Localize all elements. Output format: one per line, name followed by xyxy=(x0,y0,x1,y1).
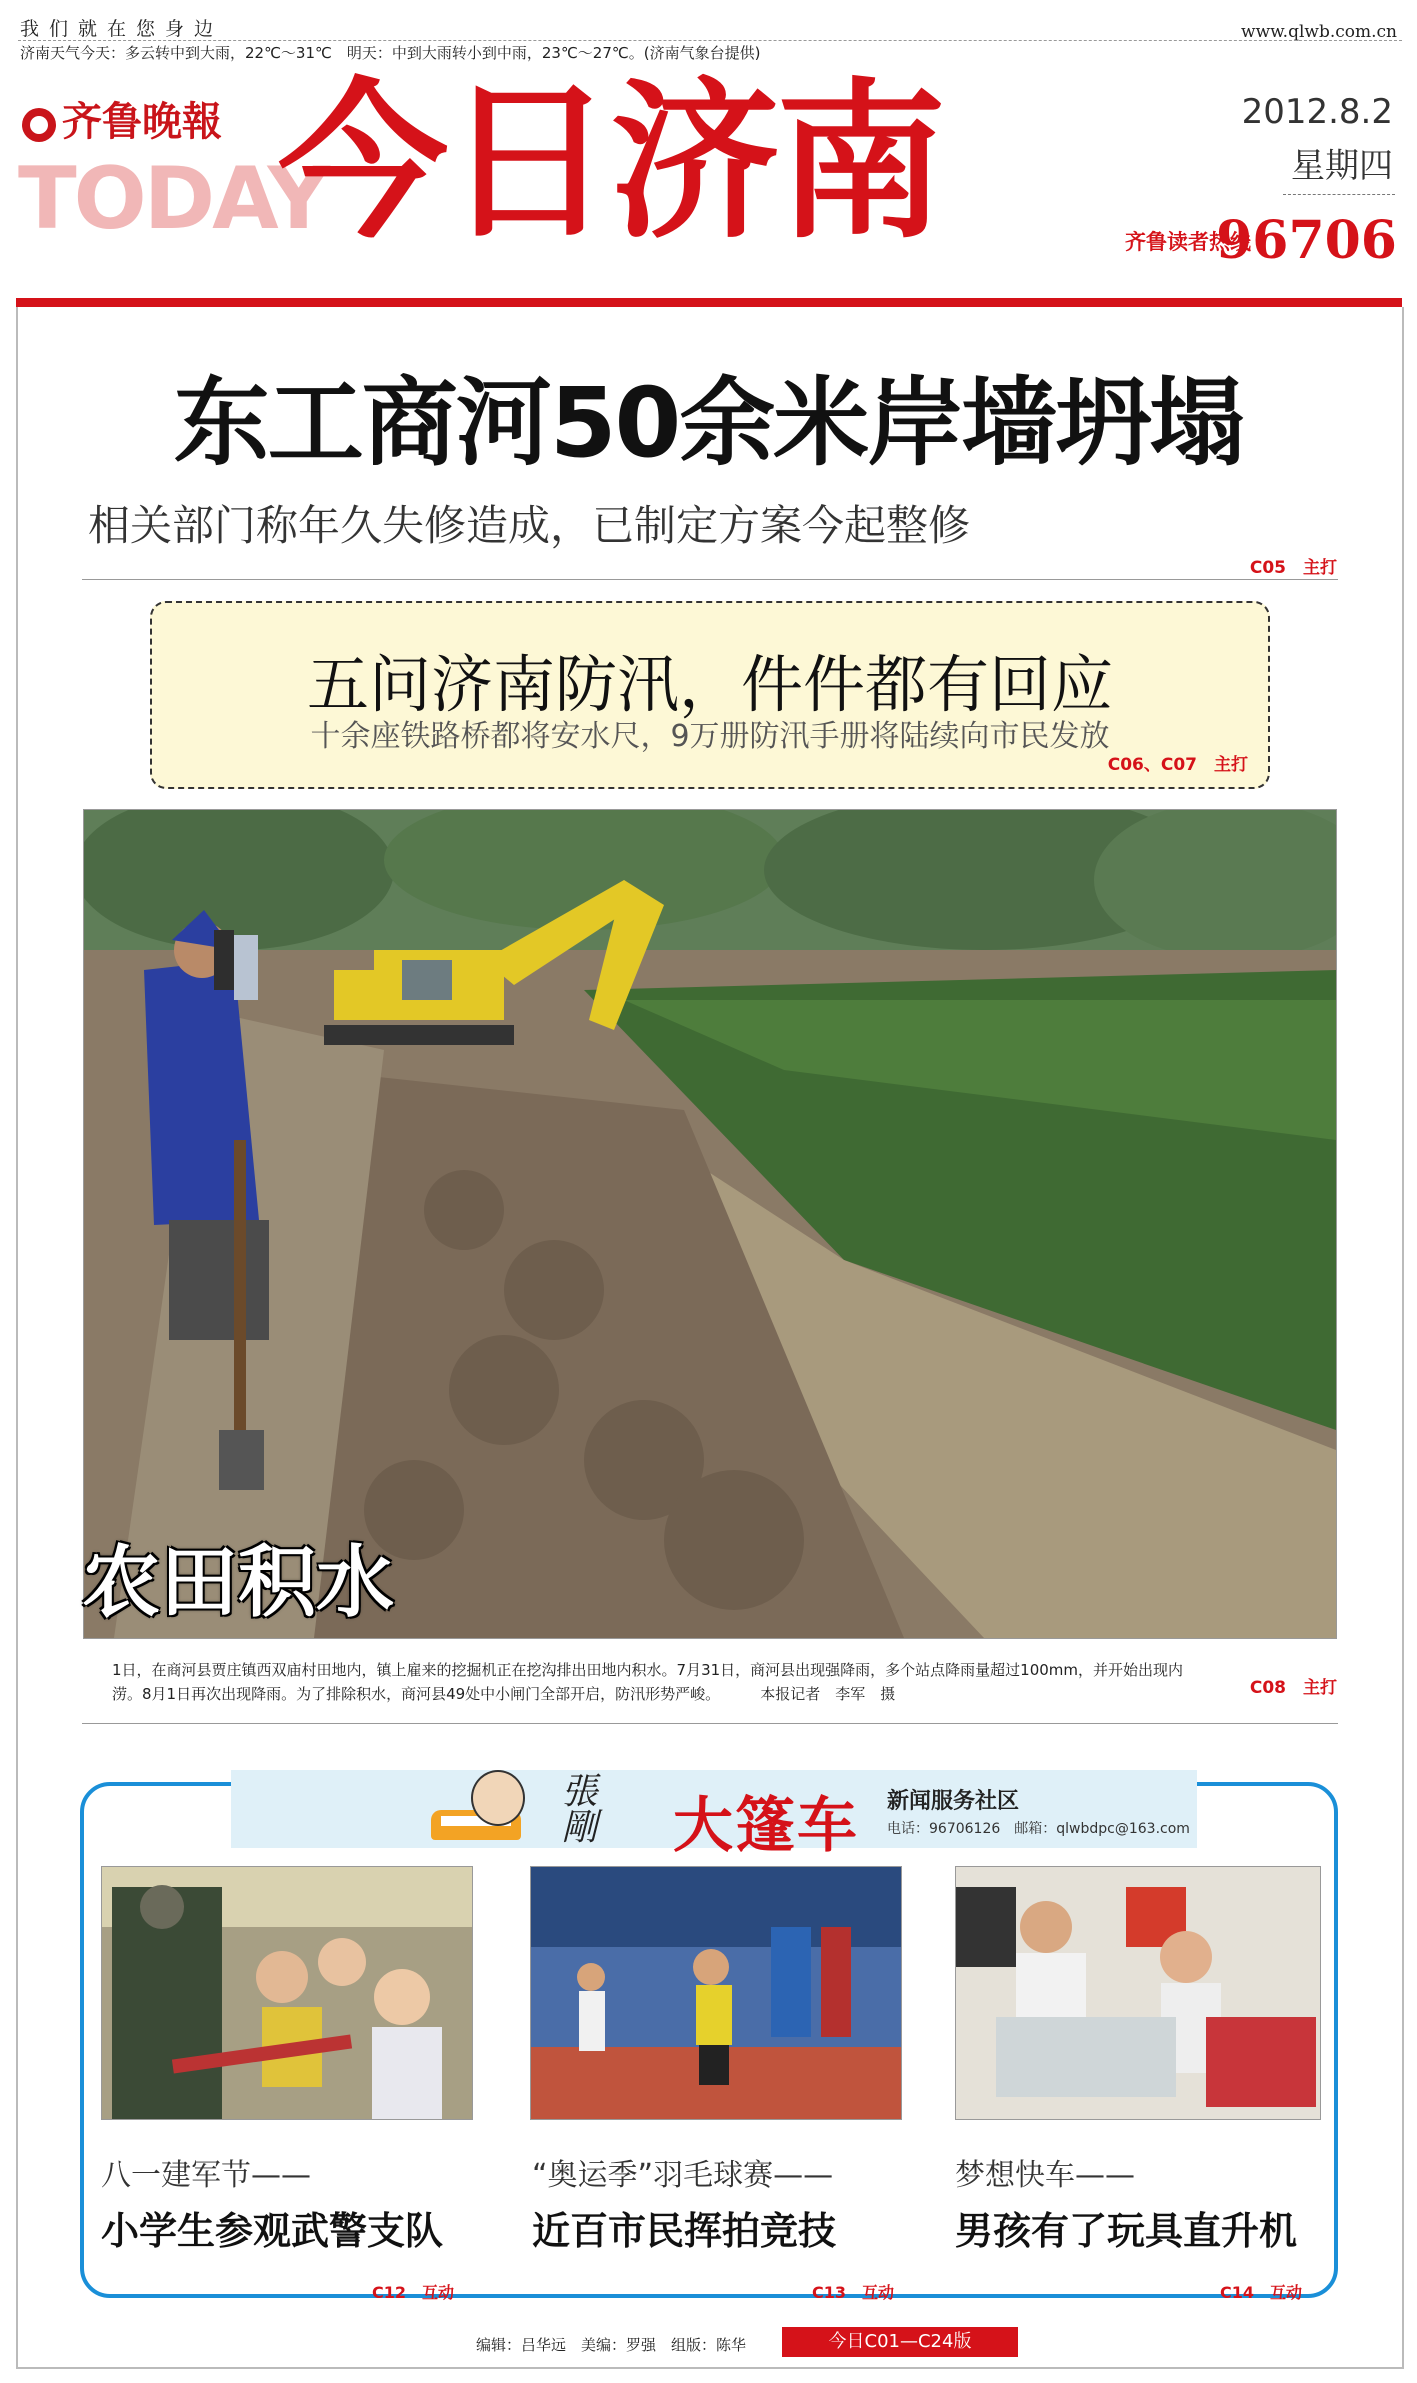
date-divider xyxy=(1283,194,1395,195)
thumb-military-day[interactable] xyxy=(101,1866,473,2120)
item-2-kicker: “奥运季”羽毛球赛—— xyxy=(532,2158,834,2193)
reporter-caricature-icon xyxy=(471,1770,525,1826)
website[interactable]: www.qlwb.com.cn xyxy=(1241,22,1397,42)
community-title: 大篷车 xyxy=(673,1791,859,1861)
weather-forecast: 济南天气今天：多云转中到大雨，22℃～31℃ 明天：中到大雨转小到中雨，23℃～27℃。(济南气象台提供) xyxy=(20,44,761,62)
editor-credits: 编辑：吕华远 美编：罗强 组版：陈华 xyxy=(476,2336,747,2354)
kids-police-image xyxy=(102,1867,472,2119)
badminton-image xyxy=(531,1867,901,2119)
paper-logo xyxy=(22,90,222,147)
item-3-page-ref[interactable]: C14 互动 xyxy=(1220,2283,1303,2302)
photo-overlay-title: 农田积水 xyxy=(82,1538,395,1628)
item-1-page-ref[interactable]: C12 互动 xyxy=(372,2283,455,2302)
lead-subhead: 相关部门称年久失修造成，已制定方案今起整修 xyxy=(88,501,971,550)
thumb-toy-helicopter[interactable] xyxy=(955,1866,1321,2120)
community-banner xyxy=(231,1770,1197,1861)
photo-page-ref[interactable]: C08 主打 xyxy=(1249,1678,1337,1698)
reporter-signature: 張剛 xyxy=(556,1772,597,1844)
thumb-badminton[interactable] xyxy=(530,1866,902,2120)
lead-headline[interactable]: 东工商河50余米岸墙坍塌 xyxy=(173,367,1244,479)
photo-caption-text: 1日，在商河县贾庄镇西双庙村田地内，镇上雇来的挖掘机正在挖沟排出田地内积水。7月31日，商河县出现强降雨，多个站点降雨量超过100mm，并开始出现内涝。8月1日再次出现降雨。为了排除积水，商河县49处中小闸门全部开启，防汛形势严峻。 xyxy=(112,1661,1184,1703)
flood-story-page-ref[interactable]: C06、C07 主打 xyxy=(1107,755,1248,775)
field-excavation-image xyxy=(84,810,1336,1638)
photo-caption xyxy=(112,1658,1192,1706)
lead-divider xyxy=(82,579,1338,580)
page-range-badge: 今日C01—C24版 xyxy=(782,2327,1018,2357)
hotline-number: 96706 xyxy=(1216,210,1397,271)
item-1-kicker: 八一建军节—— xyxy=(101,2158,311,2193)
item-2-title[interactable]: 近百市民挥拍竞技 xyxy=(532,2209,837,2253)
slogan: 我们就在您身边 xyxy=(20,18,224,40)
masthead-red-bar xyxy=(16,298,1402,307)
flood-story-headline: 五问济南防汛，件件都有回应 xyxy=(306,648,1113,721)
flood-story-box[interactable] xyxy=(150,601,1270,789)
today-logo: TODAY xyxy=(18,149,327,249)
photo-divider xyxy=(82,1723,1338,1724)
masthead-title: 今日济南 xyxy=(278,64,943,262)
item-3-title[interactable]: 男孩有了玩具直升机 xyxy=(955,2209,1298,2253)
photo-credit: 本报记者 李军 摄 xyxy=(760,1685,896,1703)
hotline-label: 齐鲁读者热线 xyxy=(1125,230,1251,254)
issue-weekday: 星期四 xyxy=(1291,146,1393,186)
paper-name: 齐鲁晚報 xyxy=(62,98,222,145)
header-divider xyxy=(18,40,1402,41)
paper-logo-icon xyxy=(22,108,56,142)
community-subtitle: 新闻服务社区 xyxy=(887,1789,1020,1814)
item-3-kicker: 梦想快车—— xyxy=(955,2158,1135,2193)
lead-page-ref[interactable]: C05 主打 xyxy=(1249,558,1337,578)
boy-toy-image xyxy=(956,1867,1320,2119)
community-contact: 电话：96706126 邮箱：qlwbdpc@163.com xyxy=(887,1821,1190,1837)
main-photo xyxy=(83,809,1337,1639)
issue-date: 2012.8.2 xyxy=(1241,92,1393,132)
item-2-page-ref[interactable]: C13 互动 xyxy=(812,2283,895,2302)
item-1-title[interactable]: 小学生参观武警支队 xyxy=(101,2209,444,2253)
flood-story-subhead: 十余座铁路桥都将安水尺，9万册防汛手册将陆续向市民发放 xyxy=(310,719,1110,754)
